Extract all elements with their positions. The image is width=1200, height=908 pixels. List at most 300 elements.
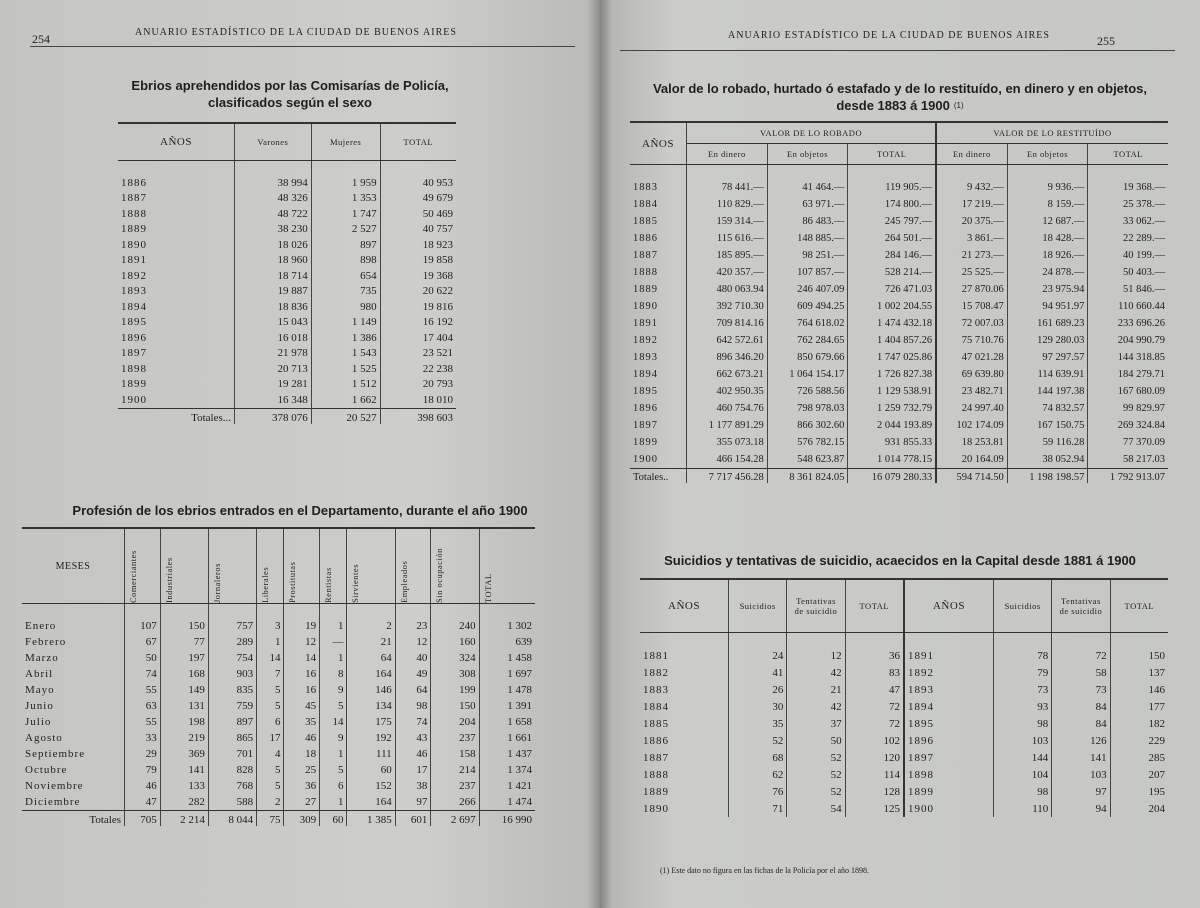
value-cell: 762 284.65 xyxy=(767,332,848,349)
value-cell: 46 xyxy=(395,746,431,762)
year-cell: 1900 xyxy=(121,393,147,406)
month-cell: Abril xyxy=(25,668,54,680)
year-cell: 1883 xyxy=(643,683,669,696)
value-cell: 77 xyxy=(160,634,208,650)
value-cell: 896 346.20 xyxy=(687,349,768,366)
total-cell: 18 923 xyxy=(380,237,456,253)
value-cell: 63 971.— xyxy=(767,196,848,213)
value-cell: 40 xyxy=(395,650,431,666)
total-cell: 594 714.50 xyxy=(936,469,1007,484)
tentativas-cell: 42 xyxy=(787,664,845,681)
total-cell: 229 xyxy=(1110,732,1168,749)
value-cell: 144 318.85 xyxy=(1088,349,1168,366)
value-cell: 23 975.94 xyxy=(1007,281,1088,298)
total-cell: 705 xyxy=(125,811,161,827)
table-row xyxy=(640,681,1168,698)
varones-cell: 48 326 xyxy=(235,191,312,207)
tentativas-cell: 97 xyxy=(1052,783,1110,800)
col-header: AÑOS xyxy=(904,579,994,633)
month-cell: Enero xyxy=(25,620,57,632)
col-header-label: Sirvientes xyxy=(350,564,361,603)
value-cell: 1 474 432.18 xyxy=(848,315,936,332)
value-cell: 167 150.75 xyxy=(1007,417,1088,434)
month-cell: Mayo xyxy=(25,684,55,696)
varones-cell: 21 978 xyxy=(235,346,312,362)
tentativas-cell: 58 xyxy=(1052,664,1110,681)
col-header-label: Sin ocupación xyxy=(434,548,445,603)
value-cell: 119 905.— xyxy=(848,179,936,196)
mujeres-cell: 1 662 xyxy=(311,392,380,408)
col-header xyxy=(347,528,395,604)
value-cell: 46 xyxy=(125,778,161,794)
suicidios-cell: 110 xyxy=(993,800,1051,817)
value-cell: 27 870.06 xyxy=(936,281,1007,298)
value-cell: 79 xyxy=(125,762,161,778)
year-cell: 1886 xyxy=(121,176,147,189)
value-cell: 98 251.— xyxy=(767,247,848,264)
value-cell: 1 478 xyxy=(479,682,535,698)
total-cell: 150 xyxy=(1110,647,1168,664)
suicidios-cell: 98 xyxy=(993,715,1051,732)
year-cell: 1894 xyxy=(121,300,147,313)
col-header: TOTAL xyxy=(1110,579,1168,633)
value-cell: 269 324.84 xyxy=(1088,417,1168,434)
table-row xyxy=(118,392,456,408)
suicidios-cell: 24 xyxy=(729,647,787,664)
tentativas-cell: 52 xyxy=(787,783,845,800)
table-row xyxy=(22,618,535,634)
col-header xyxy=(479,528,535,604)
total-cell: 18 010 xyxy=(380,392,456,408)
col-header xyxy=(395,528,431,604)
total-cell: 83 xyxy=(845,664,904,681)
value-cell: 6 xyxy=(257,714,284,730)
value-cell: 798 978.03 xyxy=(767,400,848,417)
year-cell: 1899 xyxy=(121,378,147,391)
value-cell: 185 895.— xyxy=(687,247,768,264)
varones-cell: 18 026 xyxy=(235,237,312,253)
col-header: Varones xyxy=(235,123,312,161)
profesion-table xyxy=(22,527,535,826)
value-cell: 184 279.71 xyxy=(1088,366,1168,383)
value-cell: 55 xyxy=(125,682,161,698)
value-cell: 23 xyxy=(395,618,431,634)
value-cell: 27 xyxy=(284,794,320,811)
year-cell: 1891 xyxy=(121,254,147,267)
col-header-label: Empleados xyxy=(398,560,409,603)
value-cell: 15 708.47 xyxy=(936,298,1007,315)
title-line: desde 1883 á 1900 xyxy=(836,98,950,113)
table-row xyxy=(118,191,456,207)
value-cell: 1 259 732.79 xyxy=(848,400,936,417)
value-cell: 460 754.76 xyxy=(687,400,768,417)
page-number: 255 xyxy=(1097,34,1115,48)
month-cell: Octubre xyxy=(25,764,68,776)
total-cell: 60 xyxy=(320,811,347,827)
value-cell: 47 xyxy=(125,794,161,811)
total-cell: 20 622 xyxy=(380,284,456,300)
value-cell: 111 xyxy=(347,746,395,762)
value-cell: 60 xyxy=(347,762,395,778)
value-cell: 33 xyxy=(125,730,161,746)
table-row xyxy=(630,400,1168,417)
running-header: ANUARIO ESTADÍSTICO DE LA CIUDAD DE BUENOS AIRES xyxy=(728,30,1050,41)
value-cell: 77 370.09 xyxy=(1088,434,1168,451)
value-cell: 98 xyxy=(395,698,431,714)
value-cell: 1 437 xyxy=(479,746,535,762)
sub-col-header: En dinero xyxy=(687,144,768,165)
table-row xyxy=(118,346,456,362)
varones-cell: 19 887 xyxy=(235,284,312,300)
value-cell: 41 464.— xyxy=(767,179,848,196)
month-cell: Septiembre xyxy=(25,748,86,760)
varones-cell: 20 713 xyxy=(235,361,312,377)
suicidios-cell: 104 xyxy=(993,766,1051,783)
value-cell: 5 xyxy=(257,698,284,714)
table-row xyxy=(22,682,535,698)
title-line: Ebrios aprehendidos por las Comisarías de Policía, xyxy=(131,78,449,93)
tentativas-cell: 72 xyxy=(1052,647,1110,664)
tentativas-cell: 141 xyxy=(1052,749,1110,766)
value-cell: 9 xyxy=(320,730,347,746)
year-cell: 1888 xyxy=(633,267,658,278)
value-cell: 115 616.— xyxy=(687,230,768,247)
varones-total: 378 076 xyxy=(235,408,312,424)
varones-cell: 16 348 xyxy=(235,392,312,408)
year-cell: 1898 xyxy=(121,362,147,375)
value-cell: 63 xyxy=(125,698,161,714)
title-line: Valor de lo robado, hurtado ó estafado y de lo restituído, en dinero y en objetos, xyxy=(652,81,1148,96)
varones-cell: 38 230 xyxy=(235,222,312,238)
value-cell: 23 482.71 xyxy=(936,383,1007,400)
totals-row xyxy=(22,811,535,827)
table-row xyxy=(22,714,535,730)
mujeres-cell: 735 xyxy=(311,284,380,300)
total-cell: 120 xyxy=(845,749,904,766)
value-cell: 150 xyxy=(160,618,208,634)
value-cell: 69 639.80 xyxy=(936,366,1007,383)
year-cell: 1900 xyxy=(633,454,658,465)
mujeres-cell: 1 747 xyxy=(311,206,380,222)
value-cell: 33 062.— xyxy=(1088,213,1168,230)
year-cell: 1896 xyxy=(121,331,147,344)
value-cell: 59 116.28 xyxy=(1007,434,1088,451)
value-cell: 2 xyxy=(347,618,395,634)
value-cell: 2 044 193.89 xyxy=(848,417,936,434)
value-cell: 161 689.23 xyxy=(1007,315,1088,332)
tentativas-cell: 21 xyxy=(787,681,845,698)
value-cell: 266 xyxy=(431,794,479,811)
month-cell: Junio xyxy=(25,700,54,712)
table-row xyxy=(640,647,1168,664)
table-row xyxy=(630,451,1168,469)
value-cell: 245 797.— xyxy=(848,213,936,230)
table-row xyxy=(630,298,1168,315)
value-cell: 1 726 827.38 xyxy=(848,366,936,383)
mujeres-cell: 1 149 xyxy=(311,315,380,331)
table-row xyxy=(22,778,535,794)
total-cell: 309 xyxy=(284,811,320,827)
gutter-shadow xyxy=(588,0,612,908)
total-cell: 8 044 xyxy=(208,811,256,827)
year-cell: 1891 xyxy=(633,318,658,329)
total-cell: 50 469 xyxy=(380,206,456,222)
value-cell: 36 xyxy=(284,778,320,794)
value-cell: 97 xyxy=(395,794,431,811)
table-row xyxy=(640,783,1168,800)
value-cell: 167 680.09 xyxy=(1088,383,1168,400)
value-cell: 20 375.— xyxy=(936,213,1007,230)
col-header-label: Jornaleros xyxy=(211,563,222,603)
table-row xyxy=(630,247,1168,264)
value-cell: 25 525.— xyxy=(936,264,1007,281)
tentativas-cell: 42 xyxy=(787,698,845,715)
value-cell: 86 483.— xyxy=(767,213,848,230)
total-cell: 36 xyxy=(845,647,904,664)
year-cell: 1892 xyxy=(633,335,658,346)
value-cell: 55 xyxy=(125,714,161,730)
total-cell: 22 238 xyxy=(380,361,456,377)
value-cell: 1 xyxy=(320,746,347,762)
mujeres-cell: 1 543 xyxy=(311,346,380,362)
table-row xyxy=(630,434,1168,451)
year-cell: 1892 xyxy=(121,269,147,282)
table-row xyxy=(22,666,535,682)
total-cell: 601 xyxy=(395,811,431,827)
robado-title xyxy=(620,80,1180,114)
mujeres-cell: 1 959 xyxy=(311,175,380,191)
value-cell: 903 xyxy=(208,666,256,682)
value-cell: 29 xyxy=(125,746,161,762)
value-cell: 6 xyxy=(320,778,347,794)
value-cell: 47 021.28 xyxy=(936,349,1007,366)
table-row xyxy=(118,253,456,269)
value-cell: 1 458 xyxy=(479,650,535,666)
total-cell: 23 521 xyxy=(380,346,456,362)
year-cell: 1899 xyxy=(904,783,994,800)
col-header: MESES xyxy=(22,528,125,604)
total-cell: 177 xyxy=(1110,698,1168,715)
sub-col-header: En objetos xyxy=(1007,144,1088,165)
value-cell: 1 xyxy=(320,650,347,666)
value-cell: 528 214.— xyxy=(848,264,936,281)
sub-col-header: TOTAL xyxy=(848,144,936,165)
value-cell: 50 xyxy=(125,650,161,666)
year-cell: 1887 xyxy=(643,751,669,764)
mujeres-cell: 1 512 xyxy=(311,377,380,393)
varones-cell: 19 281 xyxy=(235,377,312,393)
value-cell: 246 407.09 xyxy=(767,281,848,298)
tentativas-cell: 52 xyxy=(787,749,845,766)
value-cell: 237 xyxy=(431,778,479,794)
year-cell: 1890 xyxy=(643,802,669,815)
value-cell: 14 xyxy=(320,714,347,730)
year-cell: 1897 xyxy=(121,347,147,360)
value-cell: 75 710.76 xyxy=(936,332,1007,349)
suicidios-cell: 79 xyxy=(993,664,1051,681)
col-header-label: Liberales xyxy=(260,566,271,603)
value-cell: 1 002 204.55 xyxy=(848,298,936,315)
value-cell: 114 639.91 xyxy=(1007,366,1088,383)
value-cell: 214 xyxy=(431,762,479,778)
suicidios-cell: 144 xyxy=(993,749,1051,766)
year-cell: 1893 xyxy=(121,285,147,298)
header-rule xyxy=(30,46,575,47)
value-cell: 150 xyxy=(431,698,479,714)
table-row xyxy=(118,175,456,191)
col-header: Tentativas de suicidio xyxy=(787,579,845,633)
table-row xyxy=(630,281,1168,298)
value-cell: 1 658 xyxy=(479,714,535,730)
table-row xyxy=(640,766,1168,783)
col-header xyxy=(284,528,320,604)
year-cell: 1894 xyxy=(904,698,994,715)
col-header-label: Prostitutas xyxy=(287,561,298,603)
value-cell: 757 xyxy=(208,618,256,634)
col-header: TOTAL xyxy=(380,123,456,161)
total-cell: 8 361 824.05 xyxy=(767,469,848,484)
value-cell: 64 xyxy=(395,682,431,698)
value-cell: 141 xyxy=(160,762,208,778)
total-cell: 128 xyxy=(845,783,904,800)
col-header: Suicidios xyxy=(993,579,1051,633)
value-cell: 45 xyxy=(284,698,320,714)
year-cell: 1888 xyxy=(643,768,669,781)
value-cell: 46 xyxy=(284,730,320,746)
value-cell: 17 219.— xyxy=(936,196,1007,213)
value-cell: 17 xyxy=(257,730,284,746)
value-cell: 369 xyxy=(160,746,208,762)
value-cell: 308 xyxy=(431,666,479,682)
month-cell: Diciembre xyxy=(25,796,81,808)
suicidios-cell: 78 xyxy=(993,647,1051,664)
value-cell: 1 177 891.29 xyxy=(687,417,768,434)
value-cell: 12 687.— xyxy=(1007,213,1088,230)
tentativas-cell: 94 xyxy=(1052,800,1110,817)
total-cell: 20 793 xyxy=(380,377,456,393)
table-row xyxy=(630,179,1168,196)
value-cell: 133 xyxy=(160,778,208,794)
table-row xyxy=(22,698,535,714)
value-cell: 642 572.61 xyxy=(687,332,768,349)
year-cell: 1889 xyxy=(121,223,147,236)
value-cell: 198 xyxy=(160,714,208,730)
value-cell: 701 xyxy=(208,746,256,762)
year-cell: 1886 xyxy=(633,233,658,244)
value-cell: 8 159.— xyxy=(1007,196,1088,213)
total-cell: 47 xyxy=(845,681,904,698)
tentativas-cell: 50 xyxy=(787,732,845,749)
year-cell: 1894 xyxy=(633,369,658,380)
value-cell: 726 471.03 xyxy=(848,281,936,298)
table-row xyxy=(640,732,1168,749)
tentativas-cell: 12 xyxy=(787,647,845,664)
suicidios-table xyxy=(640,578,1168,817)
month-cell: Marzo xyxy=(25,652,59,664)
header-rule xyxy=(620,50,1175,51)
tentativas-cell: 54 xyxy=(787,800,845,817)
value-cell: 7 xyxy=(257,666,284,682)
table-row xyxy=(118,222,456,238)
col-header: Tentativas de suicidio xyxy=(1052,579,1110,633)
value-cell: 402 950.35 xyxy=(687,383,768,400)
total-cell: 16 192 xyxy=(380,315,456,331)
mujeres-cell: 2 527 xyxy=(311,222,380,238)
table-row xyxy=(630,213,1168,230)
mujeres-cell: 980 xyxy=(311,299,380,315)
value-cell: 64 xyxy=(347,650,395,666)
value-cell: 74 xyxy=(395,714,431,730)
year-cell: 1884 xyxy=(633,199,658,210)
value-cell: 107 857.— xyxy=(767,264,848,281)
total-cell: 19 858 xyxy=(380,253,456,269)
title-line: clasificados según el sexo xyxy=(207,95,373,110)
varones-cell: 18 960 xyxy=(235,253,312,269)
varones-cell: 38 994 xyxy=(235,175,312,191)
table-row xyxy=(118,330,456,346)
value-cell: 480 063.94 xyxy=(687,281,768,298)
col-header xyxy=(431,528,479,604)
mujeres-cell: 898 xyxy=(311,253,380,269)
grand-total: 398 603 xyxy=(380,408,456,424)
value-cell: 164 xyxy=(347,666,395,682)
value-cell: 1 391 xyxy=(479,698,535,714)
value-cell: 866 302.60 xyxy=(767,417,848,434)
value-cell: 97 297.57 xyxy=(1007,349,1088,366)
total-cell: 19 368 xyxy=(380,268,456,284)
value-cell: 289 xyxy=(208,634,256,650)
col-header: TOTAL xyxy=(845,579,904,633)
table-row xyxy=(22,650,535,666)
total-cell: 40 953 xyxy=(380,175,456,191)
value-cell: 9 936.— xyxy=(1007,179,1088,196)
month-cell: Agosto xyxy=(25,732,63,744)
table-row xyxy=(640,715,1168,732)
value-cell: 110 660.44 xyxy=(1088,298,1168,315)
value-cell: 78 441.— xyxy=(687,179,768,196)
value-cell: 146 xyxy=(347,682,395,698)
year-cell: 1893 xyxy=(904,681,994,698)
suicidios-cell: 98 xyxy=(993,783,1051,800)
table-row xyxy=(118,206,456,222)
value-cell: 134 xyxy=(347,698,395,714)
year-cell: 1895 xyxy=(904,715,994,732)
col-header: AÑOS xyxy=(118,123,235,161)
varones-cell: 16 018 xyxy=(235,330,312,346)
total-cell: 16 990 xyxy=(479,811,535,827)
group-header: VALOR DE LO RESTITUÍDO xyxy=(936,122,1168,144)
table-row xyxy=(22,634,535,650)
total-cell: 75 xyxy=(257,811,284,827)
value-cell: 18 253.81 xyxy=(936,434,1007,451)
table-row xyxy=(118,284,456,300)
value-cell: 102 174.09 xyxy=(936,417,1007,434)
total-cell: 125 xyxy=(845,800,904,817)
value-cell: 1 474 xyxy=(479,794,535,811)
value-cell: 12 xyxy=(395,634,431,650)
value-cell: 43 xyxy=(395,730,431,746)
footnote: (1) Este dato no figura en las fichas de la Policía por el año 1898. xyxy=(660,866,870,875)
value-cell: 58 217.03 xyxy=(1088,451,1168,469)
table-row xyxy=(118,268,456,284)
value-cell: 74 xyxy=(125,666,161,682)
value-cell: 1 xyxy=(320,794,347,811)
robado-table xyxy=(630,121,1168,483)
col-header-label: Comerciantes xyxy=(128,550,138,603)
profesion-title: Profesión de los ebrios entrados en el Departamento, durante el año 1900 xyxy=(72,503,528,518)
total-cell: 1 385 xyxy=(347,811,395,827)
value-cell: 219 xyxy=(160,730,208,746)
